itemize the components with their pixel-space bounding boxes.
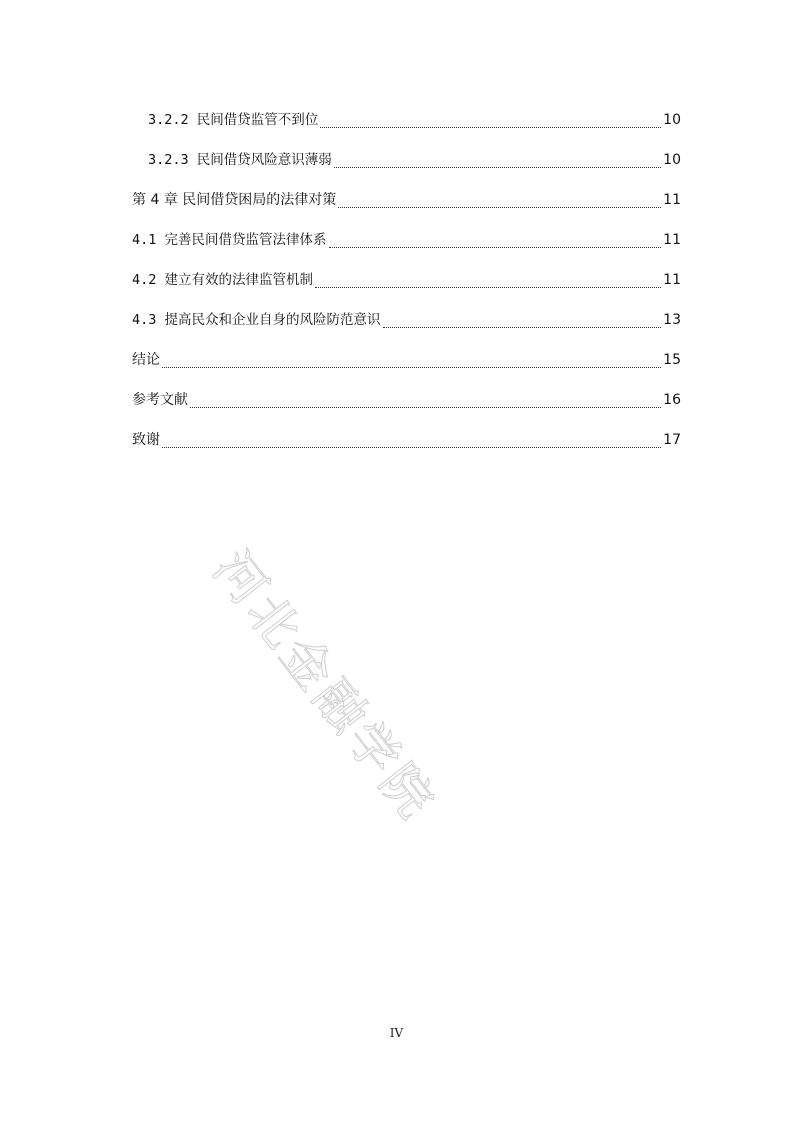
toc-entry-page: 17	[663, 432, 681, 448]
toc-leader-dots	[320, 127, 661, 128]
toc-entry-title: 4.2 建立有效的法律监管机制	[132, 272, 314, 288]
toc-entry-title: 3.2.2 民间借贷监管不到位	[148, 112, 319, 128]
toc-entry[interactable]	[132, 140, 681, 180]
toc-entry-page: 10	[663, 112, 681, 128]
toc-entry-page: 15	[663, 352, 681, 368]
toc-entry-page: 16	[663, 392, 681, 408]
toc-leader-dots	[383, 327, 662, 328]
watermark: 河北金融学院	[201, 540, 448, 832]
toc-entry[interactable]	[132, 180, 681, 220]
toc-leader-dots	[190, 407, 661, 408]
toc-leader-dots	[338, 207, 661, 208]
toc-entry[interactable]	[132, 220, 681, 260]
toc-entry[interactable]	[132, 380, 681, 420]
toc-leader-dots	[162, 447, 661, 448]
toc-entry[interactable]	[132, 100, 681, 140]
toc-leader-dots	[329, 247, 662, 248]
toc-entry-title: 4.1 完善民间借贷监管法律体系	[132, 232, 327, 248]
page-number: IV	[389, 1026, 404, 1040]
toc-entry-title: 参考文献	[132, 392, 188, 408]
toc-entry-page: 13	[663, 312, 681, 328]
toc-entry-page: 10	[663, 152, 681, 168]
toc-entry-page: 11	[663, 192, 681, 208]
table-of-contents	[132, 100, 681, 460]
toc-entry-title: 结论	[132, 352, 160, 368]
toc-entry[interactable]	[132, 260, 681, 300]
toc-leader-dots	[162, 367, 661, 368]
toc-entry[interactable]	[132, 300, 681, 340]
toc-entry-title: 第 4 章 民间借贷困局的法律对策	[132, 192, 337, 208]
toc-entry[interactable]	[132, 340, 681, 380]
toc-entry-page: 11	[663, 272, 681, 288]
toc-entry-page: 11	[663, 232, 681, 248]
toc-leader-dots	[334, 167, 661, 168]
toc-entry-title: 4.3 提高民众和企业自身的风险防范意识	[132, 312, 381, 328]
toc-entry[interactable]	[132, 420, 681, 460]
toc-entry-title: 致谢	[132, 432, 160, 448]
toc-entry-title: 3.2.3 民间借贷风险意识薄弱	[148, 152, 332, 168]
toc-leader-dots	[315, 287, 661, 288]
